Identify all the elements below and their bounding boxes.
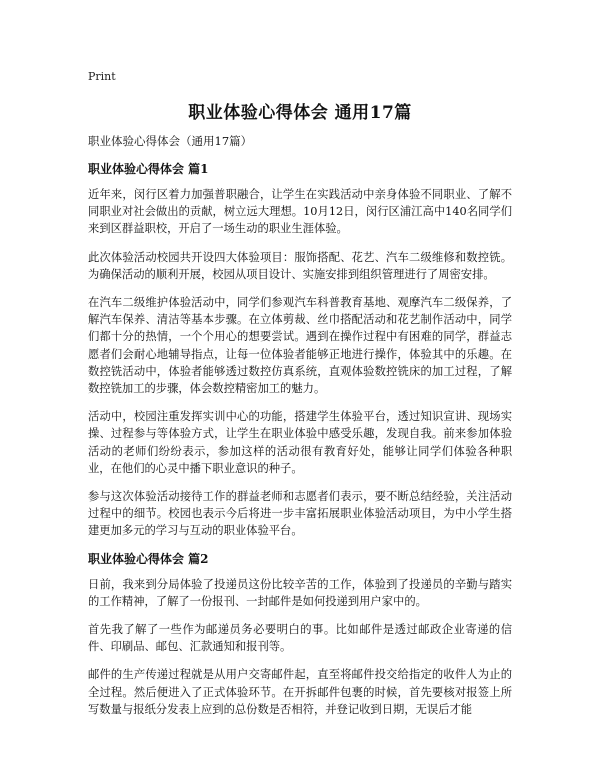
print-link[interactable]: Print: [88, 70, 116, 83]
document-subtitle: 职业体验心得体会（通用17篇）: [88, 134, 253, 148]
section-heading-1: 职业体验心得体会 篇1: [88, 162, 209, 176]
document-body: [88, 133, 512, 729]
paragraph: 活动中，校园注重发挥实训中心的功能，搭建学生体验平台，透过知识宣讲、现场实操、过程参与等体验方式，让学生在职业体验中感受乐趣，发现自我。前来参加体验活动的老师们纷纷表示，参加这样的活动很有教育好处，能够让同学们体验各种职业，在他们的心灵中播下职业意识的种子。: [88, 410, 512, 475]
section-heading-2: 职业体验心得体会 篇2: [88, 551, 209, 566]
paragraph: 近年来，闵行区着力加强普职融合，让学生在实践活动中亲身体验不同职业、了解不同职业对社会做出的贡献，树立远大理想。10月12日，闵行区浦江高中140名同学们来到区群益职校，开启了一场生动的职业生涯体验。: [88, 188, 512, 236]
paragraph: 在汽车二级维护体验活动中，同学们参观汽车科普教育基地、观摩汽车二级保养，了解汽车保养、清洁等基本步骤。在立体剪裁、丝巾搭配活动和花艺制作活动中，同学们都十分的热情，一个个用心的想要尝试。遇到在操作过程中有困难的同学，群益志愿者们会耐心地辅导指点，让每一位体验者能够正地进行操作，体验其中的乐趣。在数控铣活动中，体验者能够透过数控仿真系统，直观体验数控铣床的加工过程，了解数控铣加工的步骤，体会数控精密加工的魅力。: [88, 296, 512, 396]
paragraph: 邮件的生产传递过程就是从用户交寄邮件起，直至将邮件投交给指定的收件人为止的全过程。然后便进入了正式体验环节。在开拆邮件包裹的时候，首先要核对报签上所写数量与报纸分发表上应到的总份数是否相符，并登记收到日期，无误后才能: [88, 668, 512, 716]
document-title: 职业体验心得体会 通用17篇: [188, 103, 412, 123]
paragraph: 参与这次体验活动接待工作的群益老师和志愿者们表示，要不断总结经验，关注活动过程中的细节。校园也表示今后将进一步丰富拓展职业体验活动项目，为中小学生搭建更加多元的学习与互动的职业体验平台。: [88, 490, 512, 538]
paragraph: 首先我了解了一些作为邮递员务必要明白的事。比如邮件是透过邮政企业寄递的信件、印刷品、邮包、汇款通知和报刊等。: [88, 623, 512, 654]
paragraph: 日前，我来到分局体验了投递员这份比较辛苦的工作，体验到了投递员的辛勤与踏实的工作精神，了解了一份报刊、一封邮件是如何投递到用户家中的。: [88, 577, 512, 608]
paragraph: 此次体验活动校园共开设四大体验项目：服饰搭配、花艺、汽车二级维修和数控铣。为确保活动的顺利开展，校园从项目设计、实施安排到组织管理进行了周密安排。: [88, 250, 512, 281]
